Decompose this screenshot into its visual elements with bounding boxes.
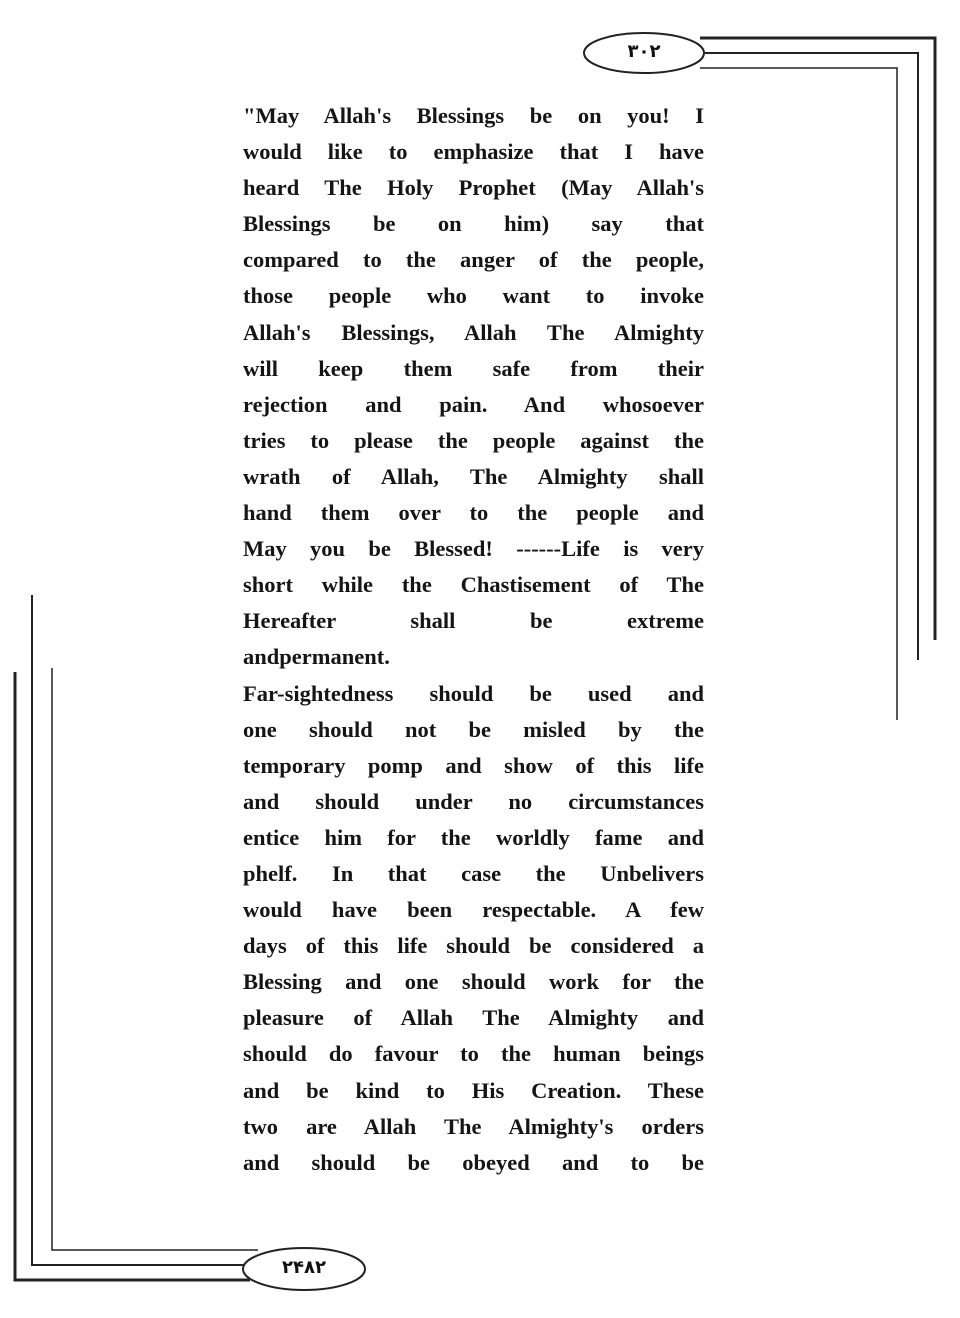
text-line: will keep them safe from their	[243, 355, 704, 381]
text-line: Hereafter shall be extreme	[243, 608, 704, 634]
text-line: Blessings be on him) say that	[243, 211, 704, 237]
text-line: would like to emphasize that I have	[243, 139, 704, 165]
text-line: one should not be misled by the	[243, 716, 704, 742]
text-line: wrath of Allah, The Almighty shall	[243, 463, 704, 489]
text-line: phelf. In that case the Unbelivers	[243, 860, 704, 886]
text-line: entice him for the worldly fame and	[243, 824, 704, 850]
text-line: temporary pomp and show of this life	[243, 752, 704, 778]
text-line: May you be Blessed! ------Life is very	[243, 536, 704, 562]
page-number-top: ۳۰۲	[627, 41, 661, 62]
text-line: heard The Holy Prophet (May Allah's	[243, 175, 704, 201]
text-line: would have been respectable. A few	[243, 897, 704, 923]
text-line: and should be obeyed and to be	[243, 1149, 704, 1175]
text-line: rejection and pain. And whosoever	[243, 391, 704, 417]
text-line: pleasure of Allah The Almighty and	[243, 1005, 704, 1031]
text-line: andpermanent.	[243, 644, 390, 670]
text-line: Allah's Blessings, Allah The Almighty	[243, 319, 704, 345]
text-line: compared to the anger of the people,	[243, 247, 704, 273]
text-line: and should under no circumstances	[243, 788, 704, 814]
text-line: "May Allah's Blessings be on you! I	[243, 103, 704, 128]
text-line: short while the Chastisement of The	[243, 572, 704, 598]
text-line: days of this life should be considered a	[243, 933, 704, 959]
text-line: Blessing and one should work for the	[243, 969, 704, 995]
text-line: hand them over to the people and	[243, 500, 704, 526]
text-line: should do favour to the human beings	[243, 1041, 704, 1067]
text-line: those people who want to invoke	[243, 283, 704, 309]
text-line: two are Allah The Almighty's orders	[243, 1113, 704, 1139]
page-number-bottom: ۲۴۸۲	[282, 1257, 326, 1278]
text-line: Far-sightedness should be used and	[243, 680, 704, 706]
text-line: tries to please the people against the	[243, 427, 704, 453]
body-text	[243, 98, 704, 1181]
text-line: and be kind to His Creation. These	[243, 1077, 704, 1103]
